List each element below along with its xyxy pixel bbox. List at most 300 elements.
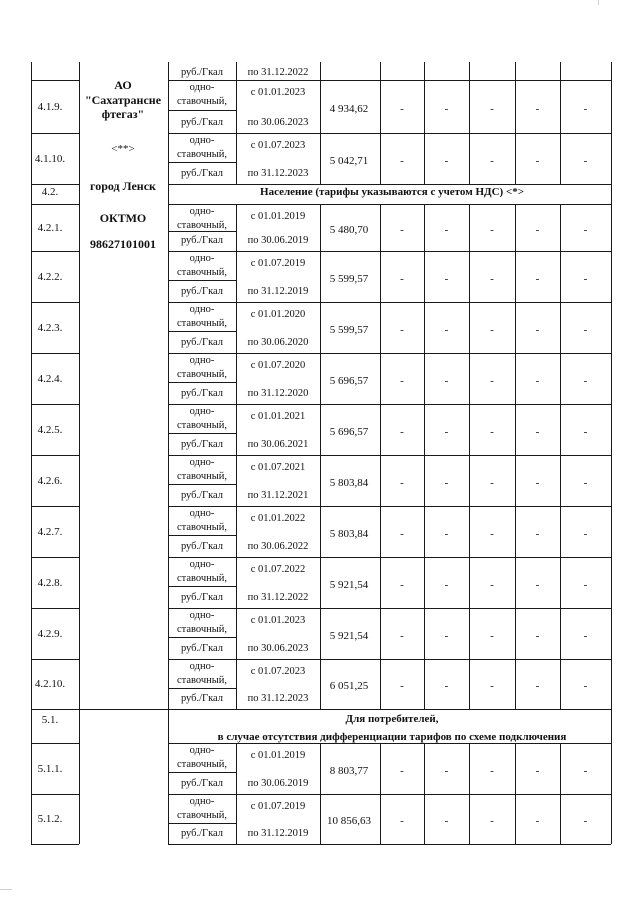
empty-cell-dash: - bbox=[444, 578, 449, 591]
grid-line-v bbox=[380, 133, 381, 184]
row-number: 4.2.6. bbox=[37, 474, 63, 487]
grid-line-v bbox=[424, 302, 425, 353]
grid-line-v bbox=[424, 557, 425, 608]
grid-line-v bbox=[320, 794, 321, 844]
grid-line-v bbox=[320, 133, 321, 184]
tail-unit: руб./Гкал bbox=[180, 67, 224, 78]
grid-line-v bbox=[168, 743, 169, 844]
grid-line-h bbox=[168, 162, 236, 163]
date-from: с 01.01.2019 bbox=[250, 211, 306, 222]
grid-line-v bbox=[611, 455, 612, 506]
grid-line-v bbox=[380, 608, 381, 659]
rate-type-line1: одно- bbox=[189, 559, 215, 570]
grid-line-v bbox=[611, 404, 612, 455]
grid-line-v bbox=[236, 455, 237, 506]
empty-cell-dash: - bbox=[444, 154, 449, 167]
grid-line-v bbox=[515, 133, 516, 184]
grid-line-v bbox=[424, 404, 425, 455]
tariff-value: 5 042,71 bbox=[329, 154, 369, 167]
rate-type-line2: ставочный, bbox=[176, 318, 228, 329]
empty-cell-dash: - bbox=[444, 374, 449, 387]
rate-type-line2: ставочный, bbox=[176, 675, 228, 686]
grid-line-v bbox=[79, 709, 80, 743]
grid-line-v bbox=[31, 251, 32, 302]
oktmo-code: 98627101001 bbox=[90, 237, 156, 251]
empty-cell-dash: - bbox=[490, 154, 494, 167]
date-to: по 30.06.2019 bbox=[247, 235, 309, 246]
rate-type-line2: ставочный, bbox=[176, 149, 228, 160]
grid-line-v bbox=[380, 794, 381, 844]
grid-line-v bbox=[236, 80, 237, 133]
date-to: по 30.06.2022 bbox=[247, 541, 309, 552]
grid-line-v bbox=[611, 251, 612, 302]
empty-cell-dash: - bbox=[444, 476, 449, 489]
grid-line-h bbox=[168, 772, 236, 773]
grid-line-v bbox=[515, 794, 516, 844]
date-to: по 30.06.2020 bbox=[247, 337, 309, 348]
empty-cell-dash: - bbox=[583, 578, 588, 591]
grid-line-v bbox=[320, 659, 321, 709]
grid-line-v bbox=[515, 506, 516, 557]
empty-cell-dash: - bbox=[583, 102, 588, 115]
grid-line-v bbox=[469, 743, 470, 794]
grid-line-v bbox=[560, 506, 561, 557]
section-number: 4.2. bbox=[41, 186, 59, 198]
grid-line-v bbox=[320, 455, 321, 506]
grid-line-v bbox=[31, 608, 32, 659]
grid-line-v bbox=[320, 608, 321, 659]
grid-line-v bbox=[380, 302, 381, 353]
grid-line-v bbox=[31, 62, 32, 80]
empty-cell-dash: - bbox=[535, 764, 540, 777]
rate-type-line1: одно- bbox=[189, 355, 215, 366]
empty-cell-dash: - bbox=[400, 578, 404, 591]
grid-line-v bbox=[320, 404, 321, 455]
tariff-value: 4 934,62 bbox=[329, 102, 369, 115]
grid-line-v bbox=[236, 557, 237, 608]
grid-line-v bbox=[320, 557, 321, 608]
grid-line-h bbox=[168, 557, 611, 558]
date-to: по 30.06.2019 bbox=[247, 778, 309, 789]
grid-line-v bbox=[515, 557, 516, 608]
grid-line-h bbox=[168, 110, 236, 111]
grid-line-h bbox=[168, 204, 611, 205]
rate-type-line2: ставочный, bbox=[176, 267, 228, 278]
grid-line-v bbox=[236, 302, 237, 353]
grid-line-v bbox=[380, 455, 381, 506]
empty-cell-dash: - bbox=[444, 323, 449, 336]
date-from: с 01.01.2020 bbox=[250, 309, 306, 320]
grid-line-v bbox=[168, 709, 169, 743]
empty-cell-dash: - bbox=[444, 223, 449, 236]
empty-cell-dash: - bbox=[400, 425, 404, 438]
grid-line-v bbox=[469, 506, 470, 557]
date-to: по 31.12.2023 bbox=[247, 693, 309, 704]
empty-cell-dash: - bbox=[535, 815, 540, 827]
grid-line-h bbox=[31, 557, 79, 558]
rate-type-line1: одно- bbox=[189, 206, 215, 217]
grid-line-h bbox=[31, 506, 79, 507]
rate-type-line2: ставочный, bbox=[176, 624, 228, 635]
empty-cell-dash: - bbox=[535, 272, 540, 285]
grid-line-h bbox=[31, 608, 79, 609]
tariff-value: 5 921,54 bbox=[329, 629, 369, 642]
grid-line-v bbox=[236, 251, 237, 302]
unit-label: руб./Гкал bbox=[180, 286, 224, 297]
rate-type-line1: одно- bbox=[189, 253, 215, 264]
grid-line-h bbox=[31, 743, 79, 744]
empty-cell-dash: - bbox=[535, 323, 540, 336]
grid-line-v bbox=[380, 204, 381, 251]
section-title-line1: Для потребителей, bbox=[345, 713, 439, 725]
grid-line-v bbox=[515, 80, 516, 133]
grid-line-v bbox=[560, 455, 561, 506]
empty-cell-dash: - bbox=[490, 629, 494, 642]
date-to: по 31.12.2019 bbox=[247, 828, 309, 839]
scan-mark bbox=[0, 889, 12, 890]
section-number: 5.1. bbox=[41, 714, 59, 726]
rate-type-line2: ставочный, bbox=[176, 759, 228, 770]
org-name-line2: фтегаз" bbox=[101, 107, 145, 121]
grid-line-v bbox=[424, 794, 425, 844]
grid-line-h bbox=[168, 184, 611, 185]
grid-line-v bbox=[515, 62, 516, 80]
date-from: с 01.07.2022 bbox=[250, 564, 306, 575]
grid-line-v bbox=[611, 608, 612, 659]
row-number: 4.2.10. bbox=[34, 678, 66, 690]
grid-line-v bbox=[31, 455, 32, 506]
grid-line-v bbox=[320, 80, 321, 133]
empty-cell-dash: - bbox=[535, 154, 540, 167]
empty-cell-dash: - bbox=[400, 154, 404, 167]
grid-line-v bbox=[611, 184, 612, 204]
empty-cell-dash: - bbox=[583, 425, 588, 438]
grid-line-v bbox=[380, 743, 381, 794]
unit-label: руб./Гкал bbox=[180, 828, 224, 839]
grid-line-h bbox=[168, 80, 611, 81]
grid-line-h bbox=[31, 455, 79, 456]
grid-line-v bbox=[31, 204, 32, 251]
empty-cell-dash: - bbox=[583, 476, 588, 489]
row-number: 4.2.2. bbox=[37, 270, 63, 283]
empty-cell-dash: - bbox=[535, 578, 540, 591]
grid-line-v bbox=[424, 62, 425, 80]
grid-line-v bbox=[469, 204, 470, 251]
grid-line-h bbox=[31, 80, 79, 81]
rate-type-line1: одно- bbox=[189, 304, 215, 315]
empty-cell-dash: - bbox=[400, 272, 404, 285]
grid-line-h bbox=[31, 844, 79, 845]
grid-line-v bbox=[560, 302, 561, 353]
grid-line-v bbox=[560, 204, 561, 251]
rate-type-line2: ставочный, bbox=[176, 220, 228, 231]
date-to: по 30.06.2023 bbox=[247, 117, 309, 128]
grid-line-h bbox=[31, 353, 79, 354]
date-to: по 31.12.2020 bbox=[247, 388, 309, 399]
unit-label: руб./Гкал bbox=[180, 778, 224, 789]
tariff-value: 5 696,57 bbox=[329, 374, 369, 387]
empty-cell-dash: - bbox=[444, 272, 449, 285]
grid-line-v bbox=[31, 506, 32, 557]
grid-line-v bbox=[320, 204, 321, 251]
grid-line-h bbox=[168, 637, 236, 638]
grid-line-h bbox=[31, 794, 79, 795]
grid-line-v bbox=[469, 608, 470, 659]
org-note: <**> bbox=[111, 143, 135, 155]
grid-line-v bbox=[236, 659, 237, 709]
grid-line-v bbox=[236, 353, 237, 404]
grid-line-v bbox=[469, 404, 470, 455]
grid-line-h bbox=[168, 484, 236, 485]
date-to: по 31.12.2019 bbox=[247, 286, 309, 297]
empty-cell-dash: - bbox=[535, 374, 540, 387]
grid-line-v bbox=[611, 743, 612, 794]
unit-label: руб./Гкал bbox=[180, 490, 224, 501]
grid-line-h bbox=[168, 844, 611, 845]
grid-line-v bbox=[611, 659, 612, 709]
grid-line-v bbox=[320, 302, 321, 353]
grid-line-v bbox=[515, 608, 516, 659]
grid-line-h bbox=[168, 133, 611, 134]
row-number: 4.2.8. bbox=[37, 576, 63, 589]
grid-line-v bbox=[380, 80, 381, 133]
grid-line-v bbox=[236, 204, 237, 251]
grid-line-h bbox=[31, 709, 611, 710]
tail-date-to: по 31.12.2022 bbox=[247, 67, 309, 78]
grid-line-v bbox=[31, 404, 32, 455]
date-to: по 31.12.2023 bbox=[247, 168, 309, 179]
grid-line-h bbox=[31, 133, 79, 134]
grid-line-h bbox=[168, 382, 236, 383]
grid-line-v bbox=[320, 62, 321, 80]
empty-cell-dash: - bbox=[400, 476, 404, 489]
empty-cell-dash: - bbox=[583, 815, 588, 827]
rate-type-line1: одно- bbox=[189, 406, 215, 417]
empty-cell-dash: - bbox=[490, 323, 494, 336]
grid-line-v bbox=[236, 62, 237, 80]
empty-cell-dash: - bbox=[583, 680, 588, 692]
empty-cell-dash: - bbox=[444, 680, 449, 692]
unit-label: руб./Гкал bbox=[180, 235, 224, 246]
grid-line-v bbox=[469, 659, 470, 709]
tariff-value: 5 599,57 bbox=[329, 323, 369, 336]
grid-line-v bbox=[380, 506, 381, 557]
grid-line-v bbox=[380, 251, 381, 302]
empty-cell-dash: - bbox=[535, 102, 540, 115]
row-number: 4.2.3. bbox=[37, 321, 63, 334]
grid-line-v bbox=[31, 557, 32, 608]
date-from: с 01.01.2023 bbox=[250, 615, 306, 626]
empty-cell-dash: - bbox=[583, 272, 588, 285]
empty-cell-dash: - bbox=[490, 102, 494, 115]
grid-line-v bbox=[560, 659, 561, 709]
row-number: 5.1.2. bbox=[37, 813, 63, 825]
grid-line-v bbox=[424, 506, 425, 557]
grid-line-v bbox=[79, 62, 80, 709]
empty-cell-dash: - bbox=[444, 527, 449, 540]
grid-line-v bbox=[469, 251, 470, 302]
row-number: 4.2.7. bbox=[37, 525, 63, 538]
grid-line-v bbox=[380, 404, 381, 455]
grid-line-v bbox=[380, 557, 381, 608]
tariff-value: 6 051,25 bbox=[329, 680, 369, 692]
grid-line-v bbox=[560, 62, 561, 80]
org-name-line1: "Сахатрансне bbox=[84, 93, 162, 107]
grid-line-v bbox=[515, 743, 516, 794]
grid-line-v bbox=[31, 80, 32, 133]
empty-cell-dash: - bbox=[490, 815, 494, 827]
tariff-value: 5 480,70 bbox=[329, 223, 369, 236]
grid-line-v bbox=[236, 404, 237, 455]
tariff-value: 5 803,84 bbox=[329, 527, 369, 540]
unit-label: руб./Гкал bbox=[180, 693, 224, 704]
grid-line-v bbox=[380, 62, 381, 80]
grid-line-v bbox=[31, 184, 32, 204]
grid-line-h bbox=[168, 608, 611, 609]
grid-line-v bbox=[31, 133, 32, 184]
grid-line-v bbox=[424, 133, 425, 184]
grid-line-v bbox=[469, 62, 470, 80]
org-type: АО bbox=[114, 78, 132, 92]
tariff-value: 5 696,57 bbox=[329, 425, 369, 438]
grid-line-v bbox=[611, 506, 612, 557]
grid-line-h bbox=[168, 506, 611, 507]
grid-line-v bbox=[31, 353, 32, 404]
rate-type-line2: ставочный, bbox=[176, 522, 228, 533]
grid-line-v bbox=[611, 62, 612, 80]
row-number: 4.2.9. bbox=[37, 627, 63, 640]
date-to: по 30.06.2021 bbox=[247, 439, 309, 450]
date-from: с 01.07.2020 bbox=[250, 360, 306, 371]
grid-line-h bbox=[168, 433, 236, 434]
grid-line-v bbox=[424, 659, 425, 709]
empty-cell-dash: - bbox=[535, 527, 540, 540]
grid-line-v bbox=[515, 251, 516, 302]
empty-cell-dash: - bbox=[583, 764, 588, 777]
tariff-value: 5 803,84 bbox=[329, 476, 369, 489]
oktmo-label: ОКТМО bbox=[99, 211, 147, 225]
grid-line-v bbox=[320, 506, 321, 557]
tariff-value: 10 856,63 bbox=[327, 815, 371, 827]
rate-type-line1: одно- bbox=[189, 135, 215, 146]
date-from: с 01.07.2019 bbox=[250, 801, 306, 812]
grid-line-v bbox=[31, 709, 32, 743]
grid-line-h bbox=[168, 251, 611, 252]
rate-type-line2: ставочный, bbox=[176, 369, 228, 380]
grid-line-v bbox=[560, 557, 561, 608]
unit-label: руб./Гкал bbox=[180, 643, 224, 654]
empty-cell-dash: - bbox=[444, 425, 449, 438]
grid-line-v bbox=[424, 80, 425, 133]
grid-line-v bbox=[611, 557, 612, 608]
scan-mark bbox=[598, 0, 599, 5]
empty-cell-dash: - bbox=[490, 223, 494, 236]
grid-line-h bbox=[168, 659, 611, 660]
grid-line-v bbox=[611, 204, 612, 251]
empty-cell-dash: - bbox=[444, 629, 449, 642]
empty-cell-dash: - bbox=[400, 815, 404, 827]
date-from: с 01.01.2023 bbox=[250, 87, 306, 98]
grid-line-h bbox=[31, 404, 79, 405]
empty-cell-dash: - bbox=[490, 476, 494, 489]
section-title: Население (тарифы указываются с учетом НДС) <*> bbox=[260, 186, 524, 198]
date-from: с 01.01.2019 bbox=[250, 750, 306, 761]
grid-line-h bbox=[168, 586, 236, 587]
empty-cell-dash: - bbox=[490, 578, 494, 591]
grid-line-h bbox=[168, 455, 611, 456]
org-city: город Ленск bbox=[90, 179, 156, 193]
grid-line-v bbox=[380, 353, 381, 404]
unit-label: руб./Гкал bbox=[180, 592, 224, 603]
grid-line-h bbox=[31, 302, 79, 303]
unit-label: руб./Гкал bbox=[180, 168, 224, 179]
date-from: с 01.01.2021 bbox=[250, 411, 306, 422]
grid-line-v bbox=[611, 80, 612, 133]
row-number: 4.2.5. bbox=[37, 423, 63, 436]
grid-line-v bbox=[424, 608, 425, 659]
unit-label: руб./Гкал bbox=[180, 541, 224, 552]
grid-line-h bbox=[168, 331, 236, 332]
grid-line-v bbox=[320, 353, 321, 404]
grid-line-v bbox=[236, 506, 237, 557]
grid-line-h bbox=[168, 404, 611, 405]
row-number: 4.2.1. bbox=[37, 221, 63, 234]
rate-type-line1: одно- bbox=[189, 661, 215, 672]
grid-line-h bbox=[168, 794, 611, 795]
tariff-value: 5 921,54 bbox=[329, 578, 369, 591]
grid-line-v bbox=[611, 709, 612, 743]
unit-label: руб./Гкал bbox=[180, 439, 224, 450]
date-from: с 01.07.2019 bbox=[250, 258, 306, 269]
date-to: по 30.06.2023 bbox=[247, 643, 309, 654]
date-from: с 01.07.2021 bbox=[250, 462, 306, 473]
empty-cell-dash: - bbox=[444, 102, 449, 115]
empty-cell-dash: - bbox=[400, 102, 404, 115]
grid-line-v bbox=[236, 794, 237, 844]
grid-line-v bbox=[469, 794, 470, 844]
grid-line-v bbox=[469, 302, 470, 353]
grid-line-v bbox=[515, 404, 516, 455]
grid-line-v bbox=[469, 80, 470, 133]
grid-line-v bbox=[515, 659, 516, 709]
empty-cell-dash: - bbox=[535, 680, 540, 692]
grid-line-h bbox=[31, 251, 79, 252]
grid-line-h bbox=[168, 280, 236, 281]
empty-cell-dash: - bbox=[400, 629, 404, 642]
empty-cell-dash: - bbox=[490, 680, 494, 692]
empty-cell-dash: - bbox=[444, 764, 449, 777]
grid-line-v bbox=[515, 204, 516, 251]
row-number: 4.1.9. bbox=[37, 100, 63, 113]
empty-cell-dash: - bbox=[583, 629, 588, 642]
date-from: с 01.01.2022 bbox=[250, 513, 306, 524]
empty-cell-dash: - bbox=[400, 374, 404, 387]
grid-line-v bbox=[236, 133, 237, 184]
grid-line-v bbox=[560, 743, 561, 794]
grid-line-v bbox=[560, 353, 561, 404]
rate-type-line2: ставочный, bbox=[176, 471, 228, 482]
empty-cell-dash: - bbox=[583, 527, 588, 540]
grid-line-v bbox=[560, 80, 561, 133]
grid-line-v bbox=[424, 455, 425, 506]
date-to: по 31.12.2021 bbox=[247, 490, 309, 501]
grid-line-v bbox=[31, 659, 32, 709]
empty-cell-dash: - bbox=[400, 323, 404, 336]
rate-type-line2: ставочный, bbox=[176, 573, 228, 584]
empty-cell-dash: - bbox=[400, 764, 404, 777]
empty-cell-dash: - bbox=[535, 629, 540, 642]
unit-label: руб./Гкал bbox=[180, 117, 224, 128]
